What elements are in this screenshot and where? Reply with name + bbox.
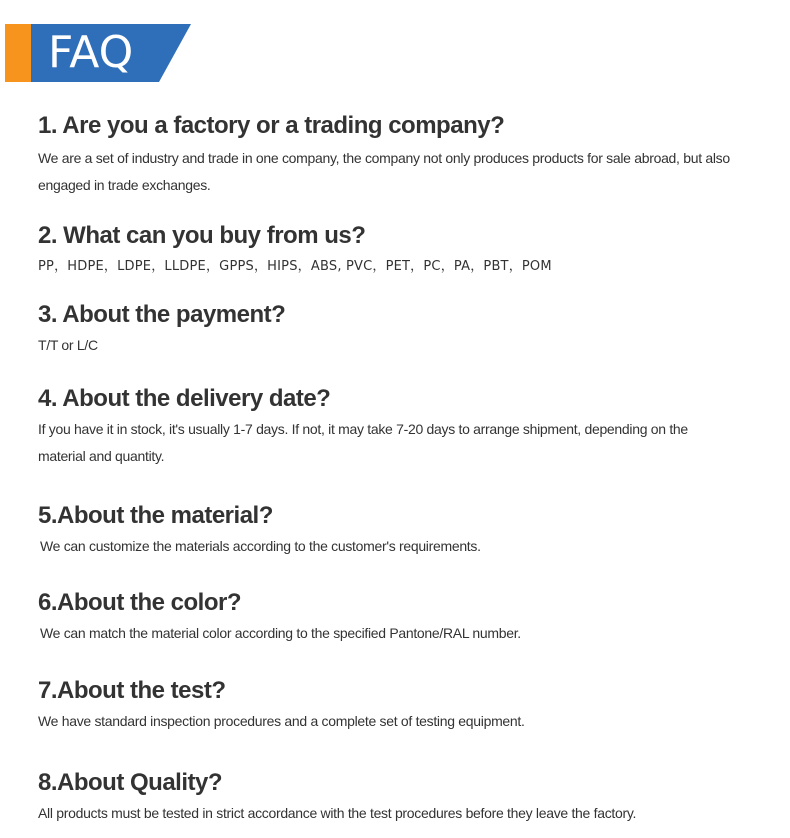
faq-item-8 [38, 768, 738, 827]
faq-question-6: 6.About the color? [38, 589, 241, 616]
faq-item-5 [38, 501, 738, 560]
faq-question-1: 1. Are you a factory or a trading company? [38, 112, 505, 139]
faq-question-8: 8.About Quality? [38, 769, 222, 796]
faq-item-6 [38, 588, 738, 647]
page-title: FAQ [48, 27, 134, 78]
faq-item-7 [38, 676, 738, 735]
faq-question-3: 3. About the payment? [38, 301, 286, 328]
faq-question-2: 2. What can you buy from us? [38, 222, 366, 249]
faq-question-7: 7.About the test? [38, 677, 226, 704]
faq-item-1 [38, 111, 738, 199]
faq-answer-3: T/T or L/C [38, 337, 98, 353]
faq-item-2 [38, 221, 738, 280]
faq-answer-5: We can customize the materials according to the customer's requirements. [40, 538, 481, 554]
faq-question-5: 5.About the material? [38, 502, 273, 529]
faq-answer-7: We have standard inspection procedures and a complete set of testing equipment. [38, 713, 525, 729]
faq-question-4: 4. About the delivery date? [38, 385, 331, 412]
faq-item-3 [38, 300, 738, 359]
faq-answer-1: We are a set of industry and trade in one company, the company not only produces products for sale abroad, but also engaged in trade exchanges. [38, 150, 730, 193]
faq-answer-8: All products must be tested in strict accordance with the test procedures before they leave the factory. [38, 805, 637, 821]
faq-answer-2: PP，HDPE，LDPE，LLDPE，GPPS，HIPS，ABS, PVC，PET，PC，PA，PBT，POM [38, 259, 552, 274]
faq-answer-4: If you have it in stock, it's usually 1-7 days. If not, it may take 7-20 days to arrange shipment, depending on the material and quantity. [38, 421, 688, 464]
faq-banner [0, 24, 200, 82]
faq-item-4 [38, 384, 738, 470]
banner-orange-accent [5, 24, 31, 82]
faq-answer-6: We can match the material color according to the specified Pantone/RAL number. [40, 625, 521, 641]
